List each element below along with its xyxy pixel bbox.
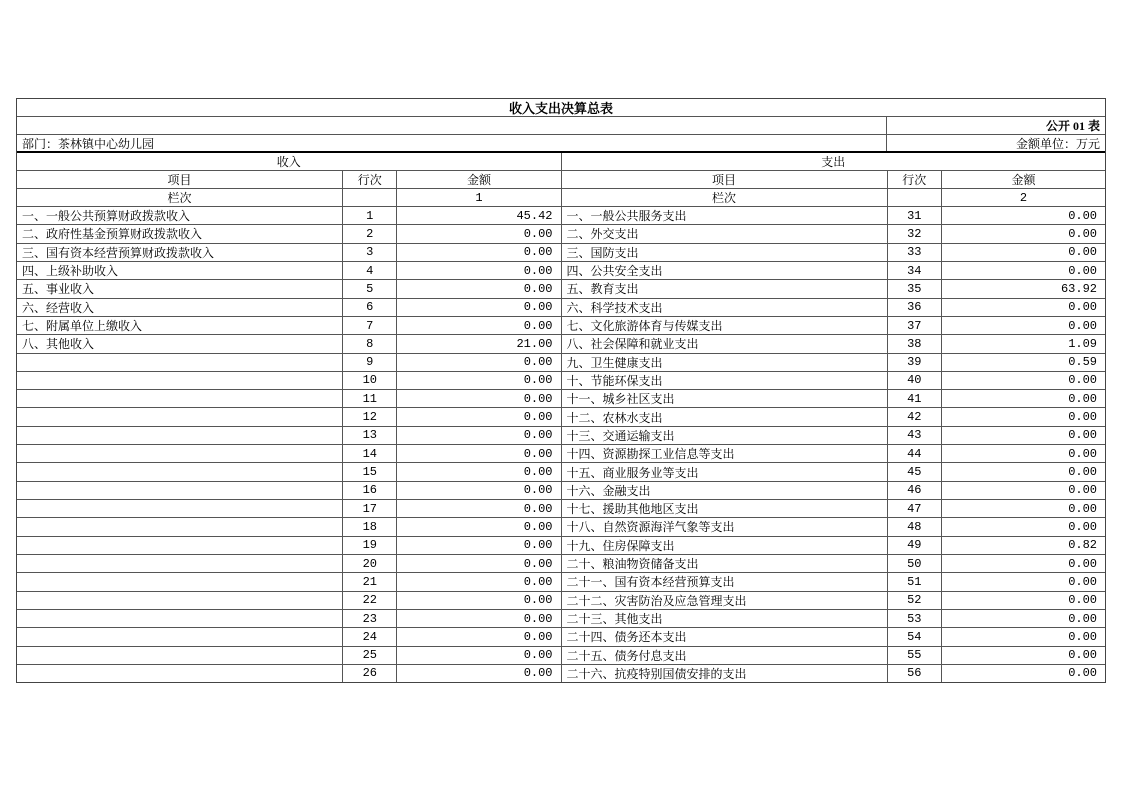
table-row bbox=[17, 280, 561, 298]
item-label: 十六、金融支出 bbox=[562, 482, 888, 499]
table-row bbox=[17, 555, 561, 573]
table-row bbox=[17, 628, 561, 646]
income-column-header bbox=[17, 171, 561, 189]
amount-value: 0.00 bbox=[523, 263, 553, 278]
line-number: 53 bbox=[888, 610, 942, 627]
amount-value: 0.00 bbox=[523, 318, 553, 333]
line-number: 26 bbox=[343, 665, 397, 682]
line-number: 20 bbox=[343, 555, 397, 572]
item-label bbox=[17, 390, 343, 407]
item-label: 十一、城乡社区支出 bbox=[562, 390, 888, 407]
line-number: 33 bbox=[888, 244, 942, 261]
amount-value: 0.00 bbox=[1068, 574, 1097, 589]
table-row bbox=[17, 262, 561, 280]
amount-value: 0.00 bbox=[523, 483, 553, 498]
line-number: 13 bbox=[343, 427, 397, 444]
amount-value: 45.42 bbox=[516, 208, 553, 223]
table-row bbox=[562, 390, 1106, 408]
item-label bbox=[17, 482, 343, 499]
amount-value: 0.00 bbox=[1068, 593, 1097, 608]
table-row bbox=[562, 299, 1106, 317]
table-row bbox=[562, 408, 1106, 426]
table-row bbox=[17, 592, 561, 610]
item-label: 一、一般公共预算财政拨款收入 bbox=[17, 207, 343, 224]
amount-value: 0.00 bbox=[1068, 318, 1097, 333]
amount-value: 0.00 bbox=[1068, 501, 1097, 516]
amount-value: 0.00 bbox=[523, 355, 553, 370]
line-number: 2 bbox=[343, 225, 397, 242]
item-label bbox=[17, 408, 343, 425]
item-label: 十四、资源勘探工业信息等支出 bbox=[562, 445, 888, 462]
line-number: 51 bbox=[888, 573, 942, 590]
item-label: 七、文化旅游体育与传媒支出 bbox=[562, 317, 888, 334]
expenditure-section bbox=[562, 153, 1106, 682]
expenditure-lanci-label: 栏次 bbox=[562, 189, 888, 206]
item-label bbox=[17, 463, 343, 480]
table-body bbox=[17, 153, 1105, 682]
department-row bbox=[17, 135, 1105, 153]
line-number: 18 bbox=[343, 518, 397, 535]
expenditure-lanci-row bbox=[562, 189, 1106, 207]
amount-value: 0.00 bbox=[1068, 373, 1097, 388]
table-row bbox=[562, 207, 1106, 225]
table-code: 公开 01 表 bbox=[1045, 119, 1100, 133]
item-label bbox=[17, 647, 343, 664]
amount-value: 0.00 bbox=[523, 391, 553, 406]
line-number: 43 bbox=[888, 427, 942, 444]
line-number: 50 bbox=[888, 555, 942, 572]
income-lanci-col-no: 1 bbox=[475, 190, 483, 205]
table-row bbox=[17, 408, 561, 426]
line-number: 4 bbox=[343, 262, 397, 279]
amount-value: 0.00 bbox=[1068, 446, 1097, 461]
item-label: 二十四、债务还本支出 bbox=[562, 628, 888, 645]
amount-value: 0.00 bbox=[523, 629, 553, 644]
amount-value: 0.00 bbox=[523, 538, 553, 553]
line-number: 52 bbox=[888, 592, 942, 609]
line-number: 49 bbox=[888, 537, 942, 554]
income-line-header: 行次 bbox=[343, 171, 397, 188]
amount-value: 0.00 bbox=[1068, 611, 1097, 626]
item-label bbox=[17, 500, 343, 517]
table-row bbox=[562, 610, 1106, 628]
line-number: 24 bbox=[343, 628, 397, 645]
amount-value: 0.00 bbox=[523, 300, 553, 315]
line-number: 40 bbox=[888, 372, 942, 389]
item-label: 十三、交通运输支出 bbox=[562, 427, 888, 444]
amount-value: 0.00 bbox=[523, 281, 553, 296]
item-label: 六、科学技术支出 bbox=[562, 299, 888, 316]
table-row bbox=[562, 427, 1106, 445]
table-title: 收入支出决算总表 bbox=[17, 99, 1105, 117]
line-number: 47 bbox=[888, 500, 942, 517]
income-lanci-label: 栏次 bbox=[17, 189, 343, 206]
line-number: 55 bbox=[888, 647, 942, 664]
line-number: 31 bbox=[888, 207, 942, 224]
income-section bbox=[17, 153, 562, 682]
line-number: 6 bbox=[343, 299, 397, 316]
table-row bbox=[17, 500, 561, 518]
amount-value: 0.00 bbox=[1068, 556, 1097, 571]
table-row bbox=[562, 537, 1106, 555]
table-row bbox=[17, 537, 561, 555]
table-row bbox=[562, 555, 1106, 573]
amount-value: 0.00 bbox=[1068, 245, 1097, 260]
item-label: 二十、粮油物资储备支出 bbox=[562, 555, 888, 572]
amount-value: 0.00 bbox=[523, 666, 553, 681]
line-number: 15 bbox=[343, 463, 397, 480]
item-label: 九、卫生健康支出 bbox=[562, 354, 888, 371]
line-number: 38 bbox=[888, 335, 942, 352]
amount-value: 0.00 bbox=[1068, 465, 1097, 480]
table-code-row bbox=[17, 117, 1105, 135]
table-row bbox=[17, 610, 561, 628]
line-number: 1 bbox=[343, 207, 397, 224]
item-label bbox=[17, 427, 343, 444]
item-label bbox=[17, 573, 343, 590]
amount-value: 0.59 bbox=[1068, 355, 1097, 370]
expenditure-lanci-col-no: 2 bbox=[1019, 190, 1028, 205]
amount-value: 0.00 bbox=[523, 501, 553, 516]
unit-label: 金额单位：万元 bbox=[1015, 136, 1100, 151]
income-amount-header: 金额 bbox=[466, 173, 491, 187]
line-number: 41 bbox=[888, 390, 942, 407]
item-label: 二、政府性基金预算财政拨款收入 bbox=[17, 225, 343, 242]
line-number: 54 bbox=[888, 628, 942, 645]
table-row bbox=[17, 207, 561, 225]
table-row bbox=[17, 390, 561, 408]
line-number: 16 bbox=[343, 482, 397, 499]
item-label: 二十二、灾害防治及应急管理支出 bbox=[562, 592, 888, 609]
amount-value: 0.00 bbox=[1068, 391, 1097, 406]
amount-value: 0.00 bbox=[523, 648, 553, 663]
line-number: 12 bbox=[343, 408, 397, 425]
table-row bbox=[17, 573, 561, 591]
item-label: 十八、自然资源海洋气象等支出 bbox=[562, 518, 888, 535]
amount-value: 0.82 bbox=[1068, 538, 1097, 553]
table-row bbox=[562, 573, 1106, 591]
amount-value: 0.00 bbox=[1068, 208, 1097, 223]
table-row bbox=[562, 463, 1106, 481]
expenditure-lanci-line bbox=[888, 189, 942, 206]
table-row bbox=[562, 518, 1106, 536]
amount-value: 0.00 bbox=[1068, 483, 1097, 498]
amount-value: 0.00 bbox=[523, 373, 553, 388]
line-number: 35 bbox=[888, 280, 942, 297]
expenditure-section-title: 支出 bbox=[562, 153, 1106, 171]
item-label bbox=[17, 537, 343, 554]
table-row bbox=[562, 372, 1106, 390]
line-number: 11 bbox=[343, 390, 397, 407]
table-row bbox=[562, 335, 1106, 353]
table-row bbox=[562, 262, 1106, 280]
line-number: 46 bbox=[888, 482, 942, 499]
table-row bbox=[17, 445, 561, 463]
amount-value: 0.00 bbox=[1068, 300, 1097, 315]
income-item-header: 项目 bbox=[17, 171, 343, 188]
table-row bbox=[17, 427, 561, 445]
table-row bbox=[562, 647, 1106, 665]
item-label: 十、节能环保支出 bbox=[562, 372, 888, 389]
expenditure-line-header: 行次 bbox=[888, 171, 942, 188]
item-label bbox=[17, 628, 343, 645]
line-number: 17 bbox=[343, 500, 397, 517]
line-number: 21 bbox=[343, 573, 397, 590]
item-label: 十二、农林水支出 bbox=[562, 408, 888, 425]
line-number: 32 bbox=[888, 225, 942, 242]
amount-value: 0.00 bbox=[1068, 519, 1097, 534]
item-label: 八、其他收入 bbox=[17, 335, 343, 352]
amount-value: 0.00 bbox=[523, 574, 553, 589]
income-lanci-row bbox=[17, 189, 561, 207]
amount-value: 0.00 bbox=[523, 519, 553, 534]
item-label: 四、公共安全支出 bbox=[562, 262, 888, 279]
expenditure-column-header bbox=[562, 171, 1106, 189]
line-number: 8 bbox=[343, 335, 397, 352]
amount-value: 0.00 bbox=[523, 428, 553, 443]
item-label: 五、事业收入 bbox=[17, 280, 343, 297]
table-row bbox=[562, 445, 1106, 463]
line-number: 23 bbox=[343, 610, 397, 627]
table-row bbox=[562, 225, 1106, 243]
table-row bbox=[17, 335, 561, 353]
line-number: 45 bbox=[888, 463, 942, 480]
line-number: 37 bbox=[888, 317, 942, 334]
department-label: 部门：茶林镇中心幼儿园 bbox=[17, 135, 887, 151]
item-label: 八、社会保障和就业支出 bbox=[562, 335, 888, 352]
line-number: 22 bbox=[343, 592, 397, 609]
item-label bbox=[17, 372, 343, 389]
amount-value: 0.00 bbox=[1068, 226, 1097, 241]
table-row bbox=[17, 482, 561, 500]
item-label: 二十五、债务付息支出 bbox=[562, 647, 888, 664]
line-number: 7 bbox=[343, 317, 397, 334]
table-row bbox=[562, 354, 1106, 372]
item-label: 二、外交支出 bbox=[562, 225, 888, 242]
line-number: 48 bbox=[888, 518, 942, 535]
table-row bbox=[17, 372, 561, 390]
line-number: 44 bbox=[888, 445, 942, 462]
item-label: 十五、商业服务业等支出 bbox=[562, 463, 888, 480]
table-row bbox=[17, 647, 561, 665]
income-rows bbox=[17, 207, 561, 682]
table-row bbox=[17, 317, 561, 335]
amount-value: 21.00 bbox=[516, 336, 553, 351]
table-row bbox=[562, 665, 1106, 682]
line-number: 19 bbox=[343, 537, 397, 554]
table-row bbox=[562, 317, 1106, 335]
table-code-spacer bbox=[17, 117, 887, 134]
amount-value: 0.00 bbox=[523, 226, 553, 241]
item-label: 七、附属单位上缴收入 bbox=[17, 317, 343, 334]
table-row bbox=[562, 244, 1106, 262]
line-number: 36 bbox=[888, 299, 942, 316]
item-label bbox=[17, 610, 343, 627]
item-label: 十七、援助其他地区支出 bbox=[562, 500, 888, 517]
expenditure-item-header: 项目 bbox=[562, 171, 888, 188]
amount-value: 0.00 bbox=[1068, 648, 1097, 663]
expenditure-rows bbox=[562, 207, 1106, 682]
item-label bbox=[17, 518, 343, 535]
amount-value: 0.00 bbox=[523, 556, 553, 571]
item-label bbox=[17, 445, 343, 462]
amount-value: 0.00 bbox=[523, 593, 553, 608]
line-number: 5 bbox=[343, 280, 397, 297]
table-row bbox=[562, 280, 1106, 298]
income-lanci-line bbox=[343, 189, 397, 206]
item-label bbox=[17, 354, 343, 371]
item-label: 一、一般公共服务支出 bbox=[562, 207, 888, 224]
final-accounts-summary-table bbox=[16, 98, 1106, 683]
amount-value: 0.00 bbox=[1068, 666, 1097, 681]
amount-value: 0.00 bbox=[523, 446, 553, 461]
amount-value: 1.09 bbox=[1068, 336, 1097, 351]
table-row bbox=[562, 628, 1106, 646]
table-row bbox=[17, 244, 561, 262]
income-section-title: 收入 bbox=[17, 153, 561, 171]
line-number: 10 bbox=[343, 372, 397, 389]
item-label: 三、国防支出 bbox=[562, 244, 888, 261]
amount-value: 0.00 bbox=[1068, 410, 1097, 425]
item-label: 三、国有资本经营预算财政拨款收入 bbox=[17, 244, 343, 261]
table-row bbox=[17, 225, 561, 243]
amount-value: 0.00 bbox=[523, 465, 553, 480]
table-row bbox=[17, 299, 561, 317]
amount-value: 63.92 bbox=[1060, 281, 1097, 296]
expenditure-amount-header: 金额 bbox=[1011, 173, 1036, 187]
item-label: 十九、住房保障支出 bbox=[562, 537, 888, 554]
table-row bbox=[17, 354, 561, 372]
item-label bbox=[17, 592, 343, 609]
line-number: 14 bbox=[343, 445, 397, 462]
table-row bbox=[17, 665, 561, 682]
line-number: 25 bbox=[343, 647, 397, 664]
item-label: 二十六、抗疫特别国债安排的支出 bbox=[562, 665, 888, 682]
amount-value: 0.00 bbox=[523, 245, 553, 260]
item-label bbox=[17, 555, 343, 572]
item-label: 二十三、其他支出 bbox=[562, 610, 888, 627]
table-row bbox=[562, 500, 1106, 518]
amount-value: 0.00 bbox=[1068, 629, 1097, 644]
item-label: 五、教育支出 bbox=[562, 280, 888, 297]
table-row bbox=[17, 463, 561, 481]
amount-value: 0.00 bbox=[1068, 263, 1097, 278]
amount-value: 0.00 bbox=[523, 410, 553, 425]
item-label: 六、经营收入 bbox=[17, 299, 343, 316]
line-number: 39 bbox=[888, 354, 942, 371]
line-number: 3 bbox=[343, 244, 397, 261]
item-label: 四、上级补助收入 bbox=[17, 262, 343, 279]
item-label: 二十一、国有资本经营预算支出 bbox=[562, 573, 888, 590]
amount-value: 0.00 bbox=[523, 611, 553, 626]
line-number: 56 bbox=[888, 665, 942, 682]
line-number: 42 bbox=[888, 408, 942, 425]
table-row bbox=[562, 482, 1106, 500]
item-label bbox=[17, 665, 343, 682]
table-row bbox=[562, 592, 1106, 610]
line-number: 9 bbox=[343, 354, 397, 371]
line-number: 34 bbox=[888, 262, 942, 279]
table-row bbox=[17, 518, 561, 536]
amount-value: 0.00 bbox=[1068, 428, 1097, 443]
